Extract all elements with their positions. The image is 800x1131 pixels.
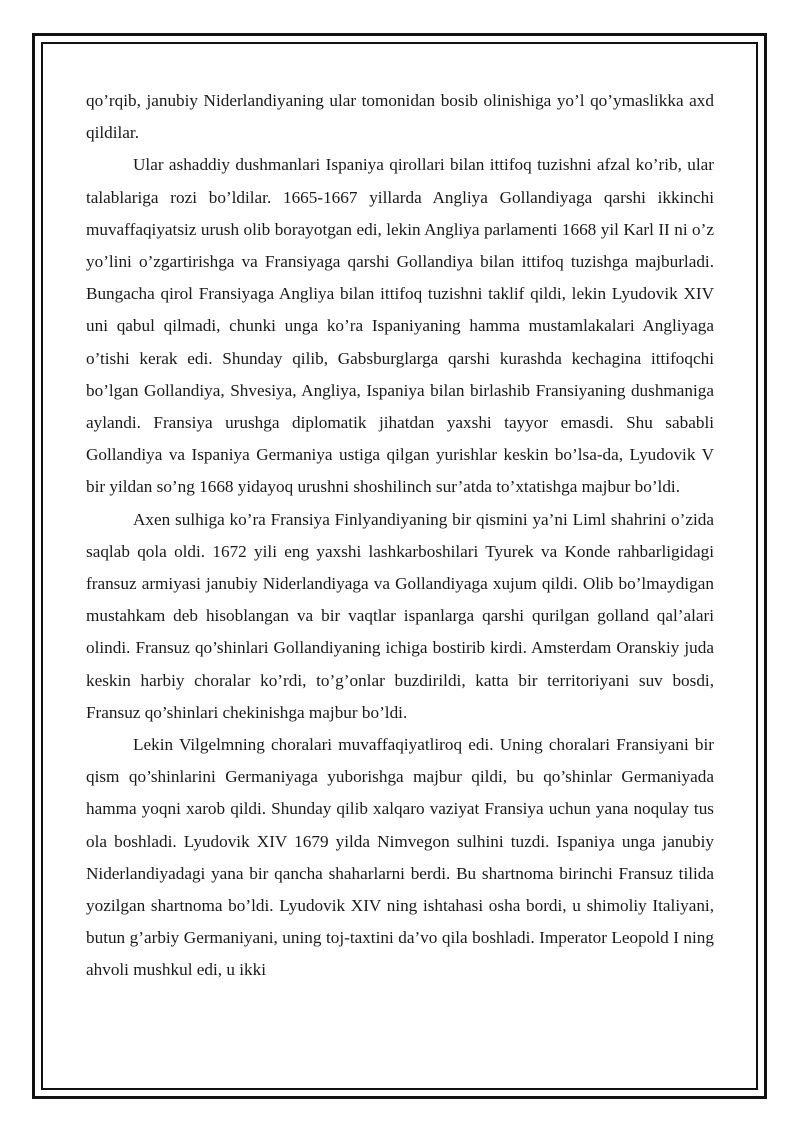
paragraph: Ular ashaddiy dushmanlari Ispaniya qirollari bilan ittifoq tuzishni afzal ko’rib, ular talablariga rozi bo’ldilar. 1665-1667 yillarda Angliya Gollandiyaga qarshi ikkinchi muvaffaqiyatsiz urush olib borayotgan edi, lekin Angliya parlamenti 1668 yil Karl II ni o’z yo’lini o’zgartirishga va Fransiyaga qarshi Gollandiya bilan ittifoq tuzishga majburladi. Bungacha qirol Fransiyaga Angliya bilan ittifoq tuzishni taklif qildi, lekin Lyudovik XIV uni qabul qilmadi, chunki unga ko’ra Ispaniyaning hamma mustamlakalari Angliyaga o’tishi kerak edi. Shunday qilib, Gabsburglarga qarshi kurashda kechagina ittifoqchi bo’lgan Gollandiya, Shvesiya, Angliya, Ispaniya bilan birlashib Fransiyaning dushmaniga aylandi. Fransiya urushga diplomatik jihatdan yaxshi tayyor emasdi. Shu sababli Gollandiya va Ispaniya Germaniya ustiga qilgan yurishlar keskin bo’lsa-da, Lyudovik V bir yildan so’ng 1668 yidayoq urushni shoshilinch sur’atda to’xtatishga majbur bo’ldi. [86, 155, 714, 497]
paragraph: Axen sulhiga ko’ra Fransiya Finlyandiyaning bir qismini ya’ni Liml shahrini o’zida saqlab qola oldi. 1672 yili eng yaxshi lashkarboshilari Tyurek va Konde rahbarligidagi fransuz armiyasi janubiy Niderlandiyaga va Gollandiyaga xujum qildi. Olib bo’lmaydigan mustahkam deb hisoblangan va bir vaqtlar ispanlarga qarshi qurilgan golland qal’alari olindi. Fransuz qo’shinlari Gollandiyaning ichiga bostirib kirdi. Amsterdam Oranskiy juda keskin harbiy choralar ko’rdi, to’g’onlar buzdirildi, katta bir territoriyani suv bosdi, Fransuz qo’shinlari chekinishga majbur bo’ldi. [86, 509, 714, 722]
paragraph-continuation: qo’rqib, janubiy Niderlandiyaning ular tomonidan bosib olinishiga yo’l qo’ymaslikka axd qildilar. [86, 91, 714, 143]
paragraph: Lekin Vilgelmning choralari muvaffaqiyatliroq edi. Uning choralari Fransiyani bir qism qo’shinlarini Germaniyaga yuborishga majbur qildi, bu qo’shinlar Germaniyada hamma yoqni xarob qildi. Shunday qilib xalqaro vaziyat Fransiya uchun yana noqulay tus ola boshladi. Lyudovik XIV 1679 yilda Nimvegon sulhini tuzdi. Ispaniya unga janubiy Niderlandiyadagi yana bir qancha shaharlarni berdi. Bu shartnoma birinchi Fransuz tilida yozilgan shartnoma bo’ldi. Lyudovik XIV ning ishtahasi osha bordi, u shimoliy Italiyani, butun g’arbiy Germaniyani, uning toj-taxtini da’vo qila boshladi. Imperator Leopold I ning ahvoli mushkul edi, u ikki [86, 735, 714, 980]
document-body [86, 85, 714, 987]
